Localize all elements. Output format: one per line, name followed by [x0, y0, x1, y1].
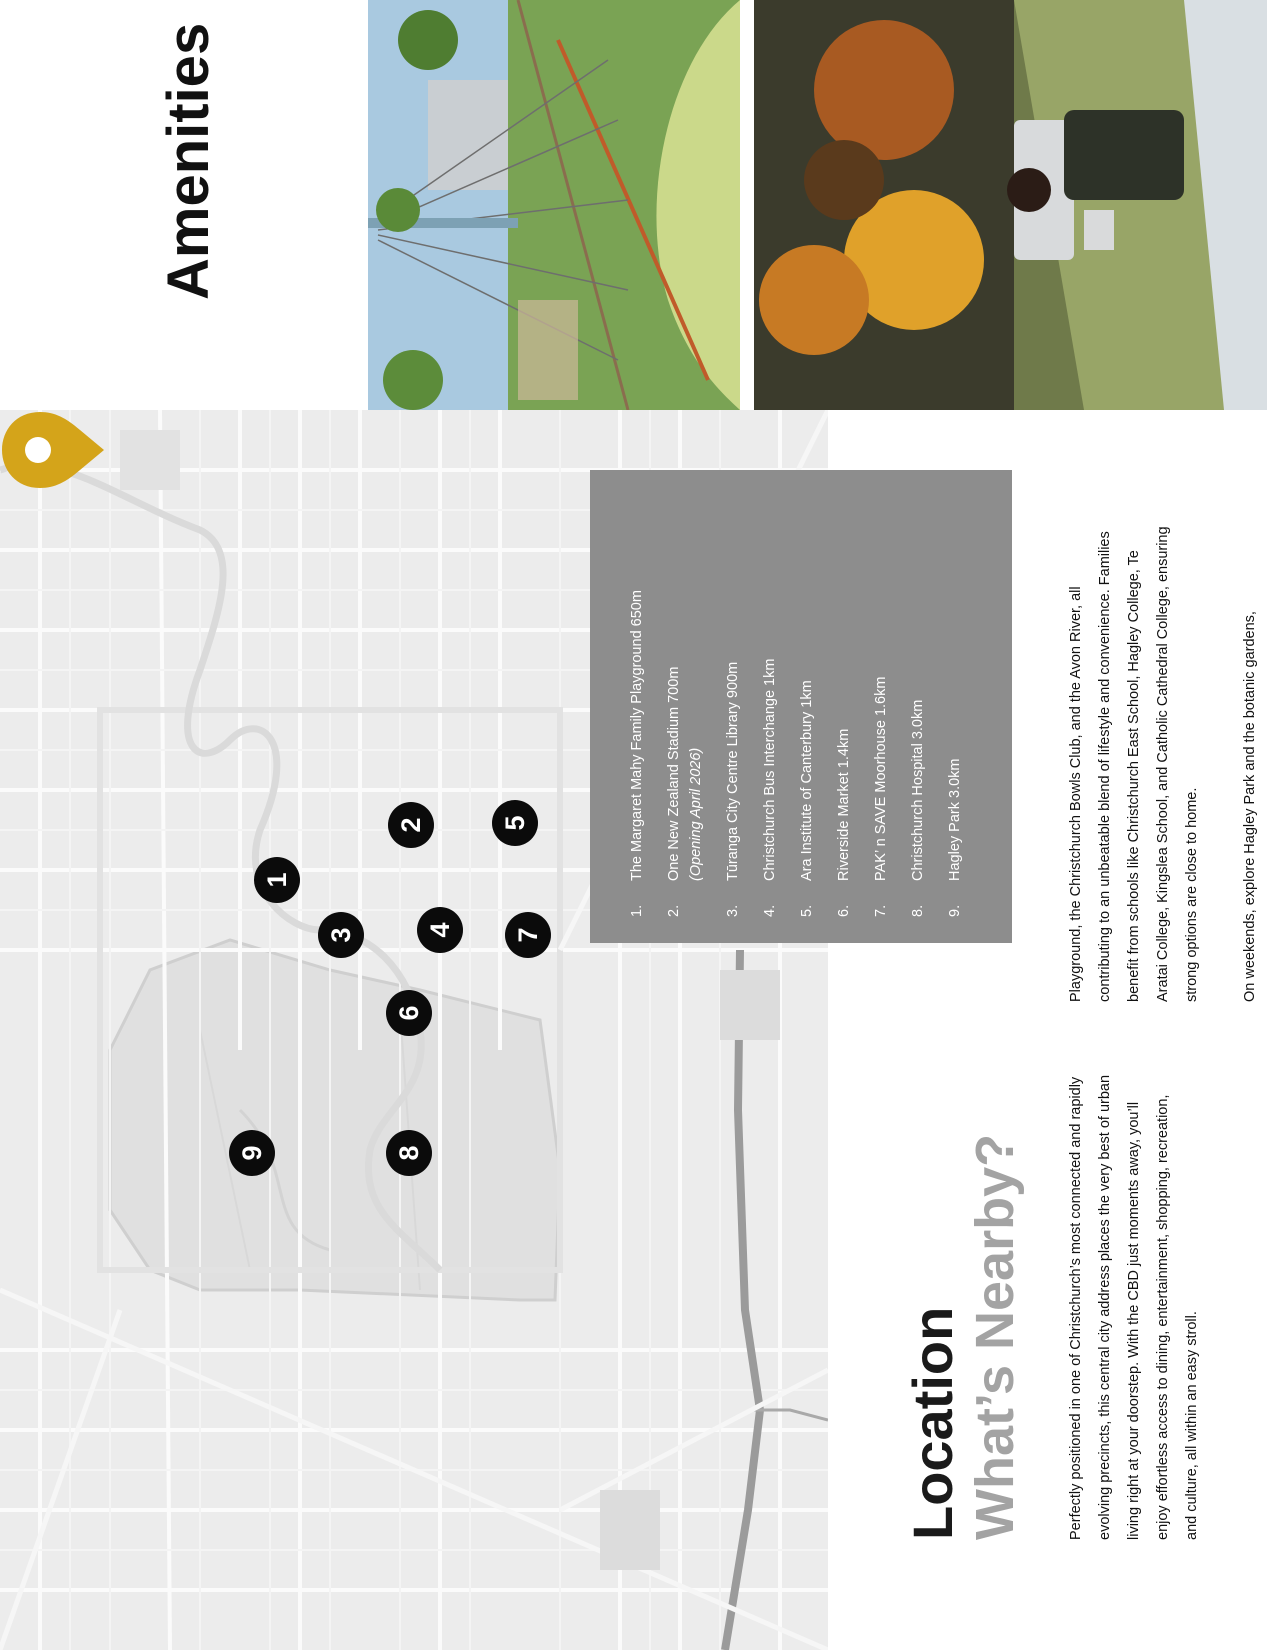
location-pin-icon[interactable] — [0, 410, 110, 490]
second-paragraph: Playground, the Christchurch Bowls Club, and the Avon River, all contributing to an unbeatable blend of lifestyle and convenience. Families benefit from schools like Christchurch East School, Hagley College, Te Aratai College, Kingslea School, and Catholic Cathedral College, ensuring strong options are close to home. — [1068, 526, 1200, 1002]
amenities-heading: Amenities — [156, 22, 221, 300]
amenities-description — [1062, 522, 1275, 1002]
park-walker-photo — [754, 0, 1267, 410]
list-item: 7. PAK’ n SAVE Moorhouse 1.6km — [873, 676, 889, 917]
list-item: 2. One New Zealand Stadium 700m (Opening April 2026) — [666, 666, 704, 917]
list-item: 6. Riverside Market 1.4km — [836, 728, 852, 917]
map-marker-4[interactable]: 4 — [417, 907, 463, 953]
intro-paragraph: Perfectly positioned in one of Christchurch’s most connected and rapidly evolving precincts, this central city address places the very best of urban living right at your doorstep. With the CBD just moments away, you’ll enjoy effortless access to dining, entertainment, shopping, recreation, and culture, all within an easy stroll. — [1068, 1074, 1200, 1540]
map-marker-8[interactable]: 8 — [386, 1130, 432, 1176]
list-item: 8. Christchurch Hospital 3.0km — [910, 699, 926, 917]
list-item: 3. Tūranga City Centre Library 900m — [725, 661, 741, 917]
map-marker-1[interactable]: 1 — [254, 857, 300, 903]
whats-nearby-heading: What’s Nearby? — [965, 1133, 1025, 1540]
map-marker-5[interactable]: 5 — [492, 800, 538, 846]
list-item: 9. Hagley Park 3.0km — [947, 758, 963, 917]
list-item: 1. The Margaret Mahy Family Playground 650m — [629, 590, 645, 917]
map-marker-2[interactable]: 2 — [388, 802, 434, 848]
playground-photo — [368, 0, 740, 410]
amenities-list-box — [590, 470, 1012, 943]
list-item: 5. Ara Institute of Canterbury 1km — [799, 680, 815, 917]
map-marker-3[interactable]: 3 — [318, 912, 364, 958]
list-item: 4. Christchurch Bus Interchange 1km — [762, 658, 778, 917]
map-marker-6[interactable]: 6 — [386, 990, 432, 1036]
location-heading: Location — [901, 1306, 964, 1540]
map-marker-9[interactable]: 9 — [229, 1130, 275, 1176]
amenities-list — [626, 498, 966, 917]
third-paragraph: On weekends, explore Hagley Park and the botanic gardens, — [1242, 611, 1258, 1002]
map-marker-7[interactable]: 7 — [505, 912, 551, 958]
